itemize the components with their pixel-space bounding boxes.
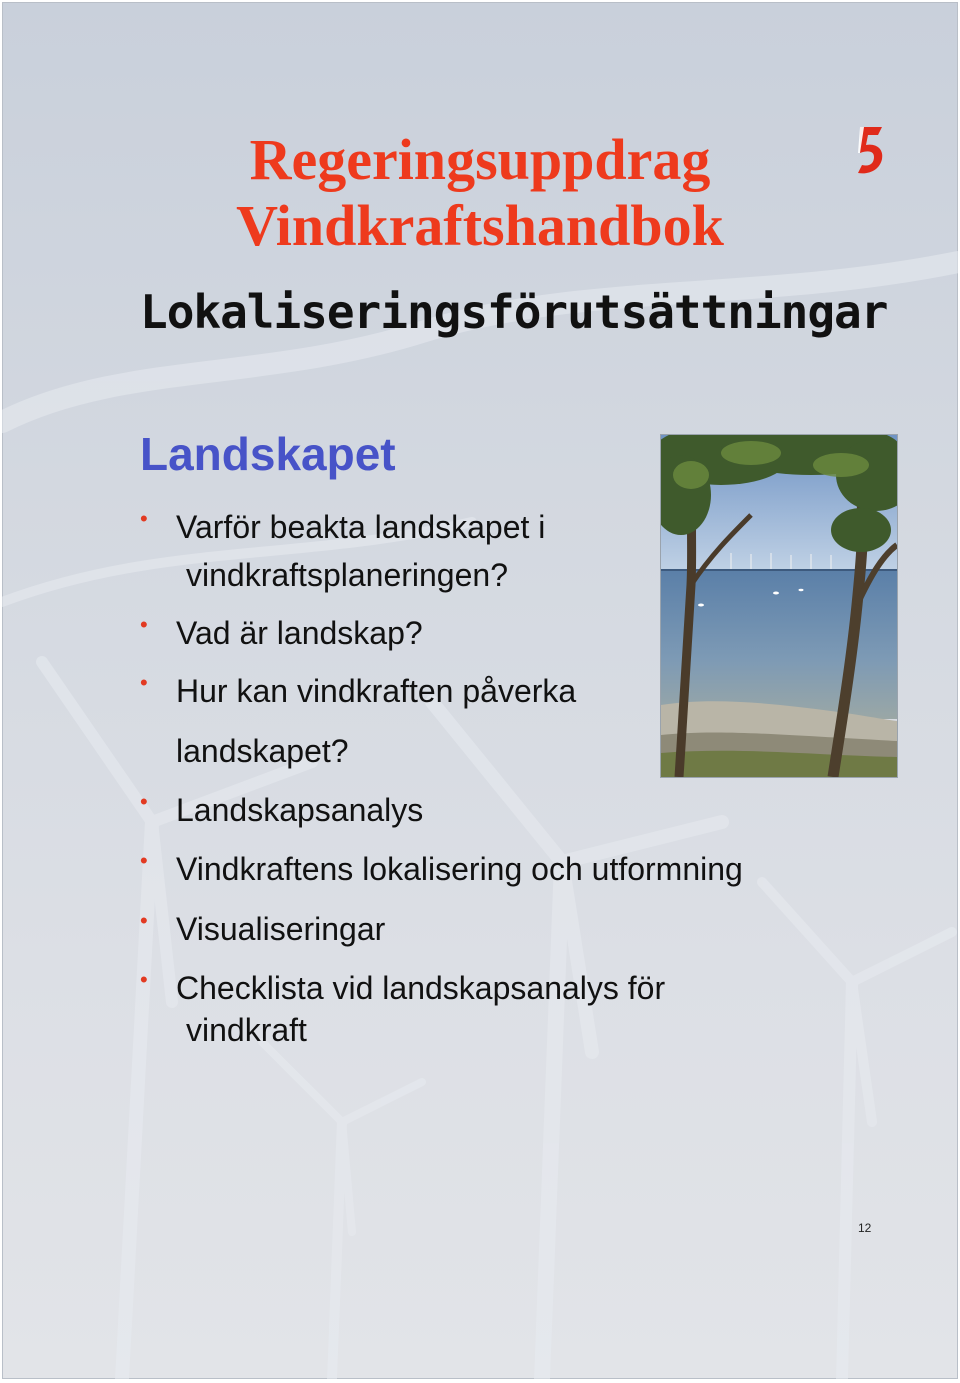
bullet-dot-icon: • xyxy=(140,506,148,531)
bullet-text: Visualiseringar xyxy=(176,911,386,947)
bullet-text-continued: landskapet? xyxy=(176,733,349,769)
section-heading: Landskapet xyxy=(140,428,396,480)
bullet-text: Checklista vid landskapsanalys för xyxy=(176,970,666,1006)
bullet-dot-icon: • xyxy=(140,908,148,933)
bullet-text-continued: vindkraft xyxy=(186,1012,307,1048)
bullet-text: Vad är landskap? xyxy=(176,615,423,651)
bullet-text-continued: vindkraftsplaneringen? xyxy=(186,557,508,593)
bullet-dot-icon: • xyxy=(140,848,148,873)
bullet-text: Hur kan vindkraften påverka xyxy=(176,673,577,709)
subtitle: Lokaliseringsförutsättningar xyxy=(140,285,888,339)
bullet-dot-icon: • xyxy=(140,967,148,992)
landscape-photo xyxy=(660,434,898,778)
bullet-text: Landskapsanalys xyxy=(176,792,424,828)
bullet-dot-icon: • xyxy=(140,612,148,637)
page-number: 12 xyxy=(858,1221,872,1235)
title-line-1: Regeringsuppdrag xyxy=(249,127,711,192)
bullet-dot-icon: • xyxy=(140,670,148,695)
bullet-text: Varför beakta landskapet i xyxy=(176,509,546,545)
title-line-2: Vindkraftshandbok xyxy=(236,193,724,258)
bullet-text: Vindkraftens lokalisering och utformning xyxy=(176,851,743,887)
slide xyxy=(2,2,958,1379)
bullet-dot-icon: • xyxy=(140,789,148,814)
